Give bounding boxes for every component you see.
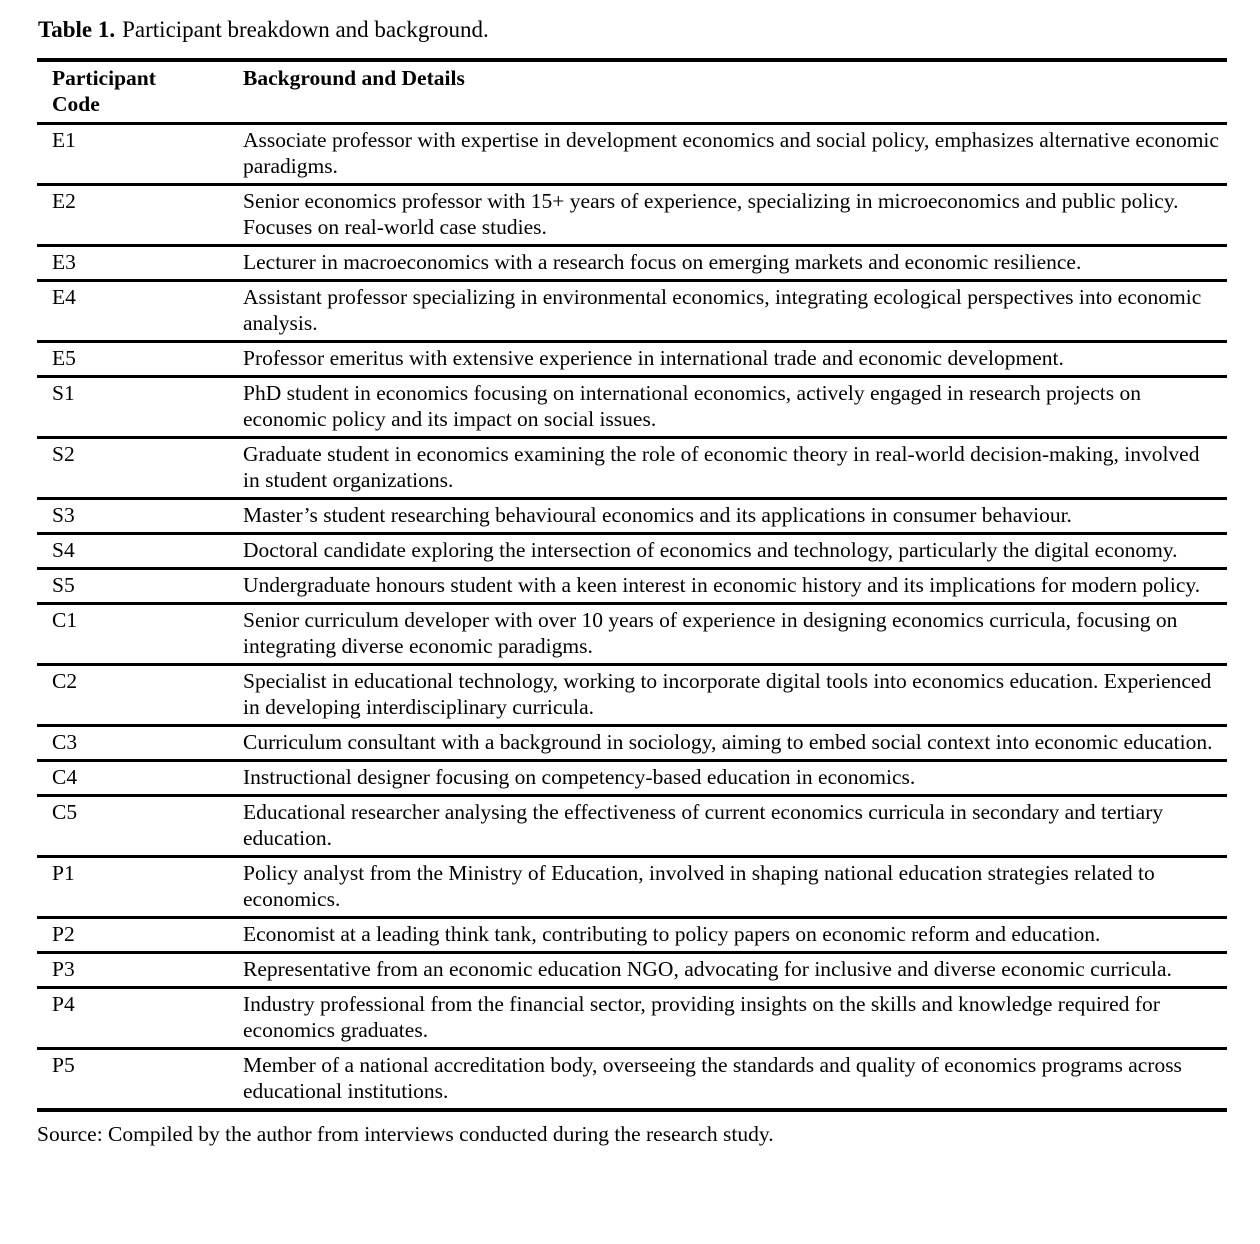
table-row (37, 988, 1227, 1049)
header-participant-code: Participant Code (37, 60, 228, 124)
background-details-cell: Master’s student researching behavioural economics and its applications in consumer behaviour. (228, 499, 1227, 534)
participant-code-cell: E2 (37, 185, 228, 246)
background-details-cell: Economist at a leading think tank, contributing to policy papers on economic reform and education. (228, 918, 1227, 953)
table-row (37, 499, 1227, 534)
participant-code-cell: S3 (37, 499, 228, 534)
table-row (37, 185, 1227, 246)
background-details-cell: Instructional designer focusing on competency-based education in economics. (228, 761, 1227, 796)
participant-code-cell: P4 (37, 988, 228, 1049)
header-row (37, 60, 1227, 124)
background-details-cell: Doctoral candidate exploring the intersection of economics and technology, particularly the digital economy. (228, 534, 1227, 569)
table-body (37, 124, 1227, 1111)
participant-code-cell: P2 (37, 918, 228, 953)
background-details-cell: Member of a national accreditation body, overseeing the standards and quality of economics programs across educational institutions. (228, 1049, 1227, 1111)
background-details-cell: PhD student in economics focusing on international economics, actively engaged in research projects on economic policy and its impact on social issues. (228, 377, 1227, 438)
background-details-cell: Educational researcher analysing the effectiveness of current economics curricula in secondary and tertiary education. (228, 796, 1227, 857)
participant-code-cell: S1 (37, 377, 228, 438)
table-row (37, 953, 1227, 988)
participant-code-cell: P5 (37, 1049, 228, 1111)
table-row (37, 342, 1227, 377)
table-row (37, 665, 1227, 726)
table-row (37, 857, 1227, 918)
participant-code-cell: C2 (37, 665, 228, 726)
participant-code-cell: E4 (37, 281, 228, 342)
table-row (37, 124, 1227, 185)
background-details-cell: Associate professor with expertise in development economics and social policy, emphasizes alternative economic paradigms. (243, 128, 1219, 178)
table-row (37, 1049, 1227, 1111)
table-caption-label: Table 1. (38, 17, 116, 42)
table-row (37, 569, 1227, 604)
participant-code-cell: S5 (37, 569, 228, 604)
background-details-cell: Lecturer in macroeconomics with a research focus on emerging markets and economic resilience. (228, 246, 1227, 281)
table-row (37, 761, 1227, 796)
background-details-cell: Industry professional from the financial sector, providing insights on the skills and knowledge required for economics graduates. (228, 988, 1227, 1049)
table-header (37, 60, 1227, 124)
table-row (37, 534, 1227, 569)
table-row (37, 246, 1227, 281)
participant-code-cell: P3 (37, 953, 228, 988)
background-details-cell: Specialist in educational technology, working to incorporate digital tools into economics education. Experienced in developing interdisciplinary curricula. (228, 665, 1227, 726)
participant-code-cell: P1 (37, 857, 228, 918)
header-background-details: Background and Details (228, 60, 1227, 124)
participant-code-cell: C4 (37, 761, 228, 796)
participant-code-cell: E3 (37, 246, 228, 281)
background-details-cell: Senior economics professor with 15+ years of experience, specializing in microeconomics and public policy. Focuses on real-world case studies. (228, 185, 1227, 246)
table-row (37, 604, 1227, 665)
table-row (37, 796, 1227, 857)
table-row (37, 918, 1227, 953)
table-row (37, 438, 1227, 499)
table-row (37, 377, 1227, 438)
table-caption (38, 16, 1227, 44)
background-details-cell: Professor emeritus with extensive experience in international trade and economic development. (228, 342, 1227, 377)
table-row (37, 726, 1227, 761)
table-caption-text: Participant breakdown and background. (122, 17, 489, 42)
background-details-cell: Representative from an economic education NGO, advocating for inclusive and diverse economic curricula. (228, 953, 1227, 988)
source-note: Source: Compiled by the author from interviews conducted during the research study. (37, 1122, 774, 1146)
table-row (37, 281, 1227, 342)
participants-table (37, 58, 1227, 1112)
background-details-cell: Undergraduate honours student with a keen interest in economic history and its implications for modern policy. (228, 569, 1227, 604)
participant-code-cell: C3 (37, 726, 228, 761)
participant-code-cell: C1 (37, 604, 228, 665)
background-details-cell: Senior curriculum developer with over 10 years of experience in designing economics curricula, focusing on integrating diverse economic paradigms. (228, 604, 1227, 665)
participant-code-cell: S2 (37, 438, 228, 499)
participant-code-cell: E5 (37, 342, 228, 377)
background-details-cell: Graduate student in economics examining the role of economic theory in real-world decision-making, involved in student organizations. (228, 438, 1227, 499)
participant-code-cell: E1 (52, 128, 76, 152)
background-details-cell: Policy analyst from the Ministry of Education, involved in shaping national education strategies related to economics. (228, 857, 1227, 918)
background-details-cell: Assistant professor specializing in environmental economics, integrating ecological perspectives into economic analysis. (228, 281, 1227, 342)
participant-code-cell: S4 (37, 534, 228, 569)
background-details-cell: Curriculum consultant with a background in sociology, aiming to embed social context into economic education. (228, 726, 1227, 761)
participant-code-cell: C5 (37, 796, 228, 857)
